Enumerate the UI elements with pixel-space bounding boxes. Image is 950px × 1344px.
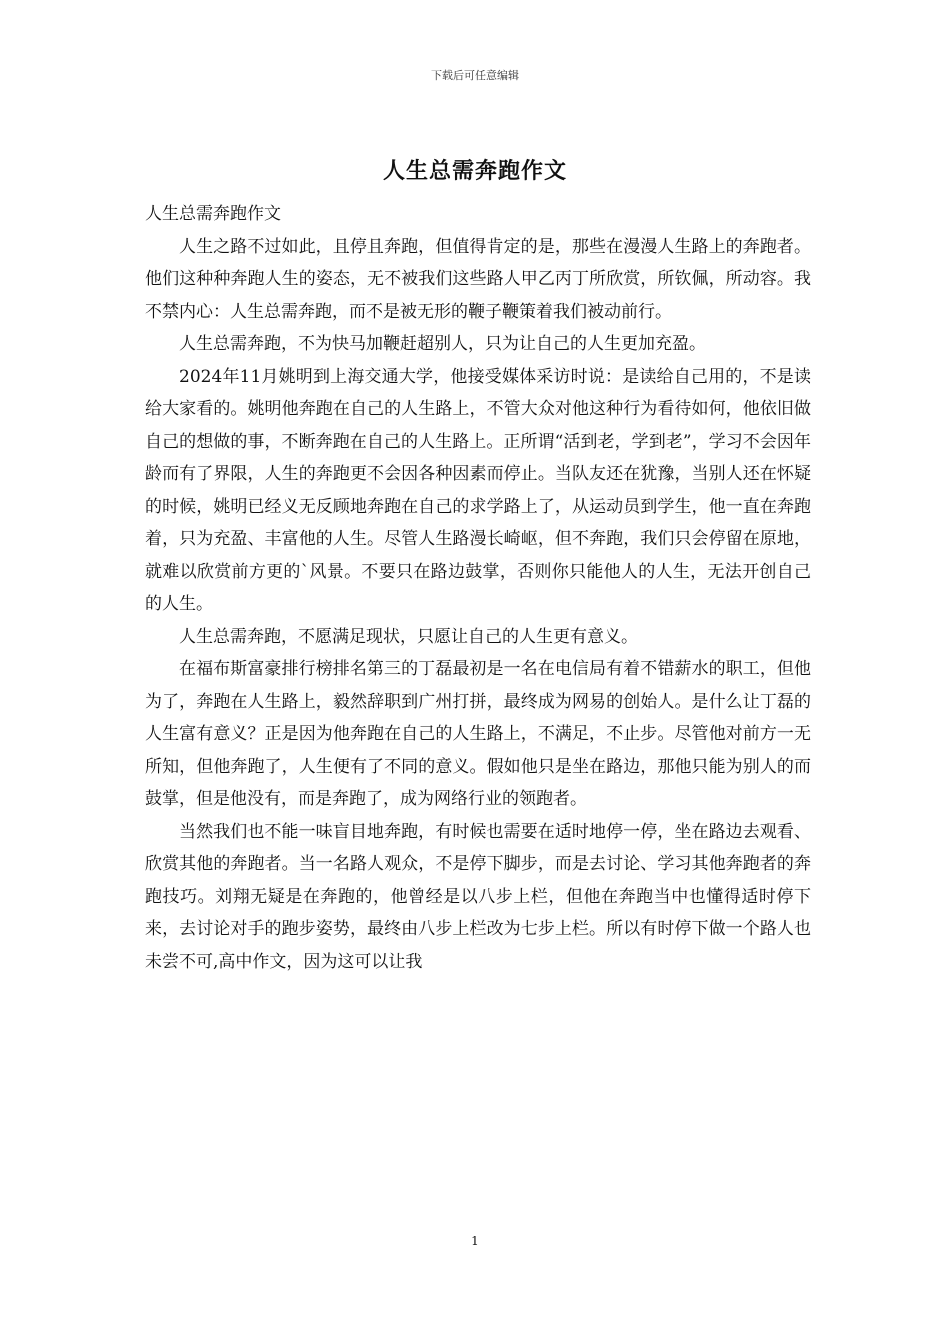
page-number: 1 bbox=[471, 1234, 479, 1248]
paragraph-6: 当然我们也不能一味盲目地奔跑，有时候也需要在适时地停一停，坐在路边去观看、欣赏其他的奔跑者。当一名路人观众，不是停下脚步，而是去讨论、学习其他奔跑者的奔跑技巧。刘翔无疑是在奔跑的，他曾经是以八步上栏，但他在奔跑当中也懂得适时停下来，去讨论对手的跑步姿势，最终由八步上栏改为七步上栏。所以有时停下做一个路人也未尝不可,高中作文，因为这可以让我 bbox=[145, 821, 811, 972]
document-body bbox=[145, 198, 811, 978]
paragraph-3: 2024年11月姚明到上海交通大学，他接受媒体采访时说：是读给自己用的，不是读给大家看的。姚明他奔跑在自己的人生路上，不管大众对他这种行为看待如何，他依旧做自己的想做的事，不断奔跑在自己的人生路上。正所谓“活到老，学到老”，学习不会因年龄而有了界限，人生的奔跑更不会因各种因素而停止。当队友还在犹豫，当别人还在怀疑的时候，姚明已经义无反顾地奔跑在自己的求学路上了，从运动员到学生，他一直在奔跑着，只为充盈、丰富他的人生。尽管人生路漫长崎岖，但不奔跑，我们只会停留在原地，就难以欣赏前方更的`风景。不要只在路边鼓掌，否则你只能他人的人生，无法开创自己的人生。 bbox=[145, 366, 811, 614]
header-note: 下载后可任意编辑 bbox=[431, 69, 519, 82]
document-title: 人生总需奔跑作文 bbox=[382, 158, 567, 184]
paragraph-4: 人生总需奔跑，不愿满足现状，只愿让自己的人生更有意义。 bbox=[179, 626, 638, 647]
paragraph-1: 人生之路不过如此，且停且奔跑，但值得肯定的是，那些在漫漫人生路上的奔跑者。他们这种种奔跑人生的姿态，无不被我们这些路人甲乙丙丁所欣赏，所钦佩，所动容。我不禁内心：人生总需奔跑，而不是被无形的鞭子鞭策着我们被动前行。 bbox=[145, 236, 811, 322]
paragraph-5: 在福布斯富豪排行榜排名第三的丁磊最初是一名在电信局有着不错薪水的职工，但他为了，奔跑在人生路上，毅然辞职到广州打拼，最终成为网易的创始人。是什么让丁磊的人生富有意义？正是因为他奔跑在自己的人生路上，不满足，不止步。尽管他对前方一无所知，但他奔跑了，人生便有了不同的意义。假如他只是坐在路边，那他只能为别人的而鼓掌，但是他没有，而是奔跑了，成为网络行业的领跑者。 bbox=[145, 659, 811, 809]
document-subtitle: 人生总需奔跑作文 bbox=[145, 204, 281, 224]
paragraph-2: 人生总需奔跑，不为快马加鞭赶超别人，只为让自己的人生更加充盈。 bbox=[179, 334, 706, 354]
